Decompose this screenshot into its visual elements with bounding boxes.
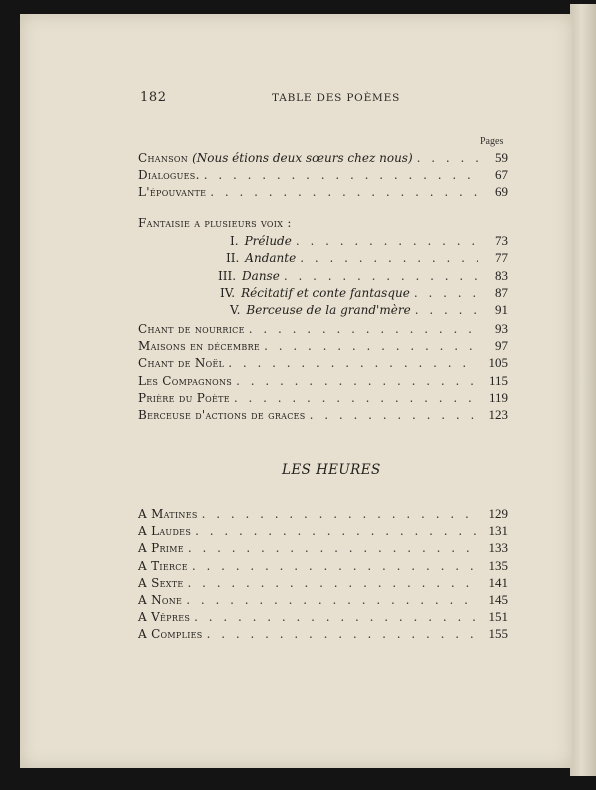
entry-page: 145 [488,591,508,607]
pages-column-label: Pages [480,136,504,147]
toc-entry [138,285,508,302]
entry-title [245,234,292,248]
group-heading-row [138,216,508,233]
entry-numeral: III. [218,268,237,283]
leader-dots [188,541,478,555]
leader-dots [414,286,478,300]
toc-entry [138,268,508,285]
leader-dots [202,507,478,521]
leader-dots [234,391,478,405]
entry-page: 77 [495,250,508,266]
toc-entry [138,575,508,592]
leader-dots [228,356,478,370]
toc-entry [138,523,508,540]
entry-page: 129 [488,506,508,521]
entry-page: 151 [488,609,508,625]
entry-title: L'épouvante [138,185,207,200]
section-title: LES HEURES [282,462,381,478]
entry-title-text: Récitatif et conte fantasque [241,285,410,300]
entry-page: 93 [495,321,508,336]
entry-title: Dialogues. [138,168,200,183]
group-heading: Fantaisie a plusieurs voix : [138,216,292,230]
page-edge [570,4,596,776]
toc-middle [138,321,508,424]
toc-entry [138,609,508,626]
leader-dots [192,559,478,573]
toc-entry [138,558,508,575]
toc-entry [138,250,508,267]
entry-page: 69 [495,184,508,200]
entry-page: 83 [495,267,508,283]
leader-dots [195,524,478,538]
entry-title: Chanson [138,151,189,165]
toc-fantaisie [138,216,508,319]
entry-title: Maisons en décembre [138,339,261,354]
entry-title: Les Compagnons [138,373,233,388]
leader-dots [236,374,478,388]
leader-dots [300,251,478,265]
leader-dots [264,339,478,353]
leader-dots [188,576,478,590]
toc-entry [138,506,508,523]
entry-page: 141 [488,574,508,590]
entry-title-text: Andante [245,251,297,266]
toc-entry [138,592,508,609]
toc-entry [138,626,508,643]
entry-title [242,269,280,283]
entry-title-text: Berceuse de la grand'mère [246,302,411,317]
entry-title [241,286,410,300]
entry-title-text: Danse [242,268,280,283]
entry-page: 73 [495,233,508,249]
toc-entry [138,302,508,319]
toc-entry [138,321,508,338]
leader-dots [186,593,478,607]
entry-numeral: IV. [220,285,236,300]
entry-page: 131 [488,523,508,539]
entry-page: 135 [488,557,508,573]
entry-numeral: I. [230,234,239,249]
page-number: 182 [140,90,167,105]
entry-page: 87 [495,284,508,300]
entry-title [246,303,410,317]
entry-title [245,251,296,265]
entry-title: A Complies [138,627,203,642]
entry-page: 91 [495,301,508,317]
entry-numeral: II. [226,251,240,266]
leader-dots [207,627,478,641]
entry-page: 67 [495,167,508,183]
entry-subtitle-text: (Nous étions deux sœurs chez nous) [192,151,413,165]
entry-page: 133 [488,540,508,556]
toc-entry [138,338,508,355]
entry-title: A Laudes [138,524,192,539]
entry-page: 115 [488,372,508,388]
entry-page: 123 [488,406,508,422]
toc-entry [138,167,508,184]
entry-title: A Tierce [138,558,188,573]
leader-dots [310,408,478,422]
toc-entry [138,407,508,424]
entry-title: A Vêpres [138,610,191,625]
toc-entry [138,184,508,201]
toc-top [138,150,508,202]
entry-numeral: V. [230,302,241,317]
toc-entry [138,233,508,250]
leader-dots [249,322,478,336]
entry-page: 155 [488,626,508,642]
entry-title: Berceuse d'actions de graces [138,407,306,422]
toc-entry [138,355,508,372]
entry-title: A Matines [138,507,198,521]
entry-title-text: Prélude [244,234,292,249]
toc-entry [138,373,508,390]
entry-title: A Prime [138,541,184,556]
entry-title: Chant de nourrice [138,322,245,336]
toc-entry [138,150,508,167]
leader-dots [296,234,478,248]
leader-dots [210,185,478,199]
leader-dots [194,610,478,624]
leader-dots [284,269,478,283]
leader-dots [204,168,478,182]
entry-title: Chant de Noël [138,356,225,371]
leader-dots [417,151,478,165]
entry-title: A None [138,592,183,607]
toc-entry [138,540,508,557]
entry-page: 105 [488,355,508,371]
entry-subtitle [192,151,413,165]
running-head: TABLE DES POÈMES [272,92,401,104]
entry-title: A Sexte [138,575,184,590]
leader-dots [415,303,478,317]
entry-title: Prière du Poète [138,390,230,405]
toc-entry [138,390,508,407]
entry-page: 119 [488,389,508,405]
entry-page: 59 [495,150,508,165]
entry-page: 97 [495,338,508,354]
toc-heures [138,506,508,644]
